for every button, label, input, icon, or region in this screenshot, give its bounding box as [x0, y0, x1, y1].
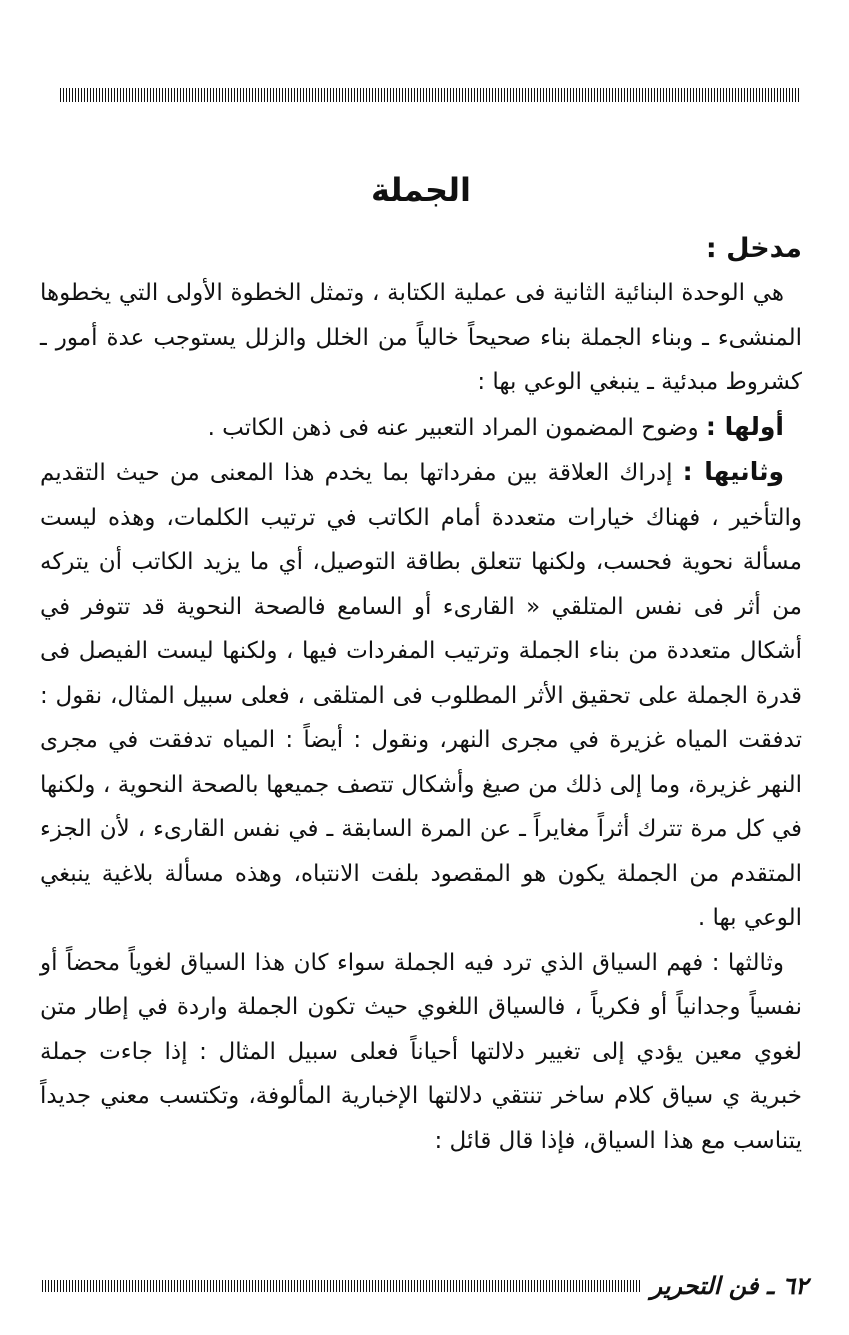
page-title: الجملة — [371, 171, 471, 209]
paragraph-second-text: إدراك العلاقة بين مفرداتها بما يخدم هذا المعنى من حيث التقديم والتأخير ، فهناك خيارات متعددة أمام الكاتب في ترتيب الكلمات، وهذه ليست مسألة نحوية فحسب، ولكنها تتعلق بطاقة التوصيل، أي ما يزيد الكاتب أن يتركه من أثر فى نفس المتلقي « القارىء أو السامع فالصحة النحوية قد تتوفر في أشكال متعددة من بناء الجملة وترتيب المفردات فيها ، ولكنها ليست الفيصل فى قدرة الجملة على تحقيق الأثر المطلوب فى المتلقى ، فعلى سبيل المثال، نقول : تدفقت المياه غزيرة في مجرى النهر، ونقول : أيضاً : المياه تدفقت في مجرى النهر غزيرة، وما إلى ذلك من صيغ وأشكال تتصف جميعها بالصحة النحوية ، ولكنها في كل مرة تترك أثراً مغايراً ـ عن المرة السابقة ـ في نفس القارىء ، لأن الجزء المتقدم من الجملة يكون هو المقصود بلفت الانتباه، وهذه مسألة بلاغية ينبغي الوعي بها . — [40, 460, 802, 932]
section-heading: مدخل : — [705, 232, 802, 264]
page-number: ٦٢ — [782, 1272, 808, 1300]
running-title: فن التحرير — [650, 1272, 759, 1300]
paragraph-first — [40, 405, 802, 451]
bottom-decorative-rule — [42, 1280, 640, 1292]
top-decorative-rule — [60, 88, 801, 102]
paragraph-intro: هي الوحدة البنائية الثانية فى عملية الكتابة ، وتمثل الخطوة الأولى التي يخطوها المنشىء ـ وبناء الجملة بناء صحيحاً خالياً من الخلل والزلل يستوجب عدة أمور ـ كشروط مبدئية ـ ينبغي الوعي بها : — [40, 280, 802, 396]
page-body — [40, 170, 802, 1163]
footer-separator: ـ — [766, 1272, 774, 1300]
paragraph-second — [40, 450, 802, 941]
paragraph-third: وثالثها : فهم السياق الذي ترد فيه الجملة سواء كان هذا السياق لغوياً محضاً أو نفسياً وجدانياً أو فكرياً ، فالسياق اللغوي حيث تكون الجملة واردة في إطار متن لغوي معين يؤدي إلى تغيير دلالتها أحياناً فعلى سبيل المثال : إذا جاءت جملة خبرية ي سياق كلام ساخر تنتقي دلالتها الإخبارية المألوفة، وتكتسب معني جديداً يتناسب مع هذا السياق، فإذا قال قائل : — [40, 949, 802, 1154]
paragraph-second-lead: وثانيها : — [682, 457, 785, 487]
paragraph-first-text: وضوح المضمون المراد التعبير عنه فى ذهن الكاتب . — [207, 414, 706, 441]
paragraph-first-lead: أولها : — [705, 411, 784, 441]
page-footer — [648, 1266, 808, 1306]
